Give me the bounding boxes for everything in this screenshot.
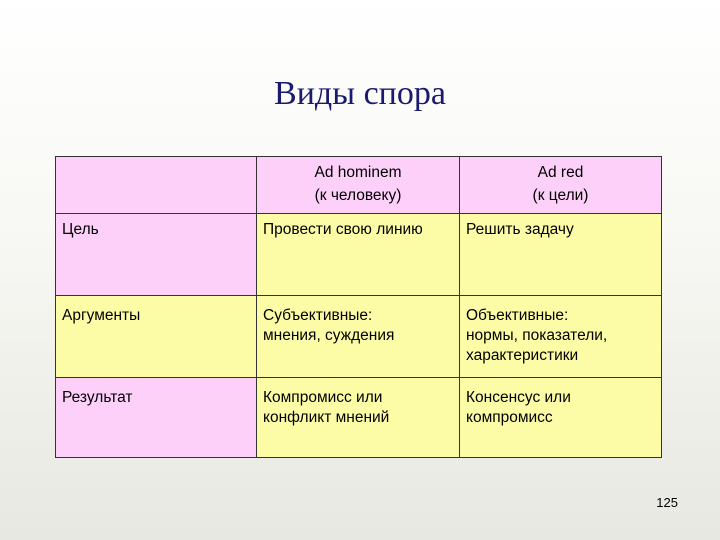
cell-text: Компромисс или [263, 389, 383, 406]
cell-text: мнения, суждения [263, 327, 395, 344]
cell-goal-ad-red [460, 214, 662, 296]
cell-text: Субъективные: [263, 307, 373, 324]
header-ad-hominem-title: Ad hominem [314, 164, 402, 181]
table-row [56, 214, 662, 296]
header-ad-red-subtitle: (к цели) [532, 187, 589, 204]
comparison-table [55, 156, 662, 458]
cell-goal-ad-hominem [257, 214, 460, 296]
cell-arguments-ad-hominem [257, 296, 460, 378]
cell-result-ad-red [460, 378, 662, 458]
row-label-arguments: Аргументы [56, 296, 257, 378]
cell-text: компромисс [466, 409, 553, 426]
table-row [56, 378, 662, 458]
table-row [56, 296, 662, 378]
slide-title: Виды спора [274, 75, 446, 112]
table-header-row [56, 157, 662, 214]
header-cell-ad-red [460, 157, 662, 214]
cell-text: характеристики [466, 347, 579, 364]
header-ad-hominem-subtitle: (к человеку) [314, 187, 402, 204]
header-cell-ad-hominem [257, 157, 460, 214]
cell-text: Консенсус или [466, 389, 571, 406]
page-number: 125 [656, 495, 678, 510]
header-corner-cell [56, 157, 257, 214]
cell-text: Решить задачу [466, 221, 574, 238]
cell-text: Объективные: [466, 307, 569, 324]
row-label-goal: Цель [56, 214, 257, 296]
row-label-result: Результат [56, 378, 257, 458]
cell-text: Провести свою линию [263, 221, 423, 238]
cell-text: конфликт мнений [263, 409, 390, 426]
cell-arguments-ad-red [460, 296, 662, 378]
cell-result-ad-hominem [257, 378, 460, 458]
header-ad-red-title: Ad red [537, 164, 584, 181]
cell-text: нормы, показатели, [466, 327, 608, 344]
